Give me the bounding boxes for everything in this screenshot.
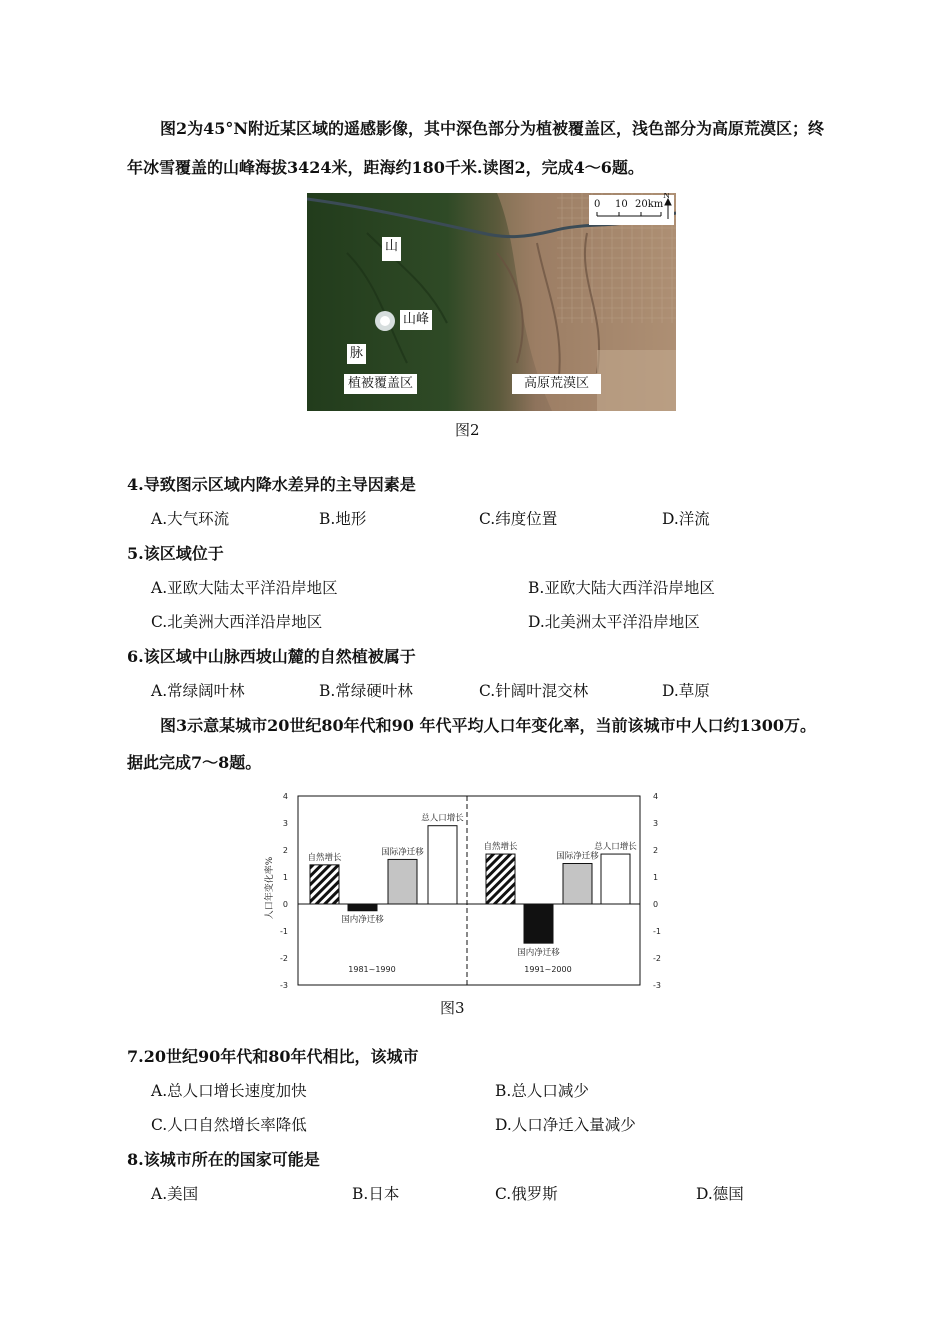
q5-option-c: C.北美洲大西洋沿岸地区 xyxy=(151,613,323,631)
period-label-0: 1981~1990 xyxy=(348,965,396,974)
bar-1-3 xyxy=(601,854,630,904)
q8-option-a: A.美国 xyxy=(151,1185,199,1203)
q5-option-b: B.亚欧大陆大西洋沿岸地区 xyxy=(528,579,715,597)
bar-1-1 xyxy=(524,904,553,943)
q6-option-d: D.草原 xyxy=(662,682,710,700)
q4-option-b: B.地形 xyxy=(319,510,367,528)
bar-label-0-0: 自然增长 xyxy=(307,852,342,863)
bar-1-2 xyxy=(563,864,592,905)
q8-option-c: C.俄罗斯 xyxy=(495,1185,558,1203)
y-tick-label-right: 2 xyxy=(653,846,659,855)
y-tick-label-left: 4 xyxy=(282,792,288,801)
chart-svg xyxy=(258,782,678,994)
q6-option-a: A.常绿阔叶林 xyxy=(151,682,245,700)
bar-label-1-3: 总人口增长 xyxy=(594,842,637,853)
q4-stem: 4.导致图示区域内降水差异的主导因素是 xyxy=(127,475,416,494)
map-label-desert: 高原荒漠区 xyxy=(512,374,601,394)
y-tick-label-right: -3 xyxy=(653,981,661,990)
q8-option-b: B.日本 xyxy=(352,1185,400,1203)
y-tick-label-right: -1 xyxy=(653,927,661,936)
y-tick-label-left: 0 xyxy=(282,900,288,909)
y-tick-label-right: 3 xyxy=(653,819,659,828)
scale-bar xyxy=(589,195,674,225)
y-tick-label-right: 0 xyxy=(653,900,659,909)
q7-option-a: A.总人口增长速度加快 xyxy=(151,1082,307,1100)
figure-2-caption: 图2 xyxy=(455,421,480,439)
satellite-image xyxy=(307,193,676,411)
map-label-vegetation: 植被覆盖区 xyxy=(344,374,417,394)
bar-label-1-2: 国际净迁移 xyxy=(556,851,599,862)
y-tick-label-left: 2 xyxy=(282,846,288,855)
q5-stem: 5.该区域位于 xyxy=(127,544,224,563)
q7-option-b: B.总人口减少 xyxy=(495,1082,589,1100)
population-chart xyxy=(258,782,678,994)
map-label-mountain-top: 山 xyxy=(382,237,401,261)
q5-option-d: D.北美洲太平洋沿岸地区 xyxy=(528,613,700,631)
y-tick-label-left: 3 xyxy=(282,819,288,828)
y-tick-label-left: 1 xyxy=(282,873,288,882)
q5-option-a: A.亚欧大陆太平洋沿岸地区 xyxy=(151,579,338,597)
period-label-1: 1991~2000 xyxy=(524,965,572,974)
bar-label-0-1: 国内净迁移 xyxy=(341,914,384,925)
bar-0-2 xyxy=(388,859,417,904)
q7-stem: 7.20世纪90年代和80年代相比，该城市 xyxy=(127,1047,419,1066)
bar-label-0-2: 国际净迁移 xyxy=(381,847,424,858)
scale-mid: 10 xyxy=(615,199,628,210)
bar-0-0 xyxy=(310,865,339,904)
intro2-text-line-1: 图3示意某城市20世纪80年代和90 年代平均人口年变化率，当前该城市中人口约1300万。 xyxy=(160,716,817,735)
q7-option-d: D.人口净迁入量减少 xyxy=(495,1116,636,1134)
bar-0-1 xyxy=(348,904,377,911)
y-tick-label-left: -2 xyxy=(280,954,288,963)
map-label-mountain-bottom: 脉 xyxy=(347,344,366,364)
y-tick-label-left: -3 xyxy=(280,981,288,990)
q4-option-c: C.纬度位置 xyxy=(479,510,558,528)
y-tick-label-left: -1 xyxy=(280,927,288,936)
bar-label-1-1: 国内净迁移 xyxy=(517,948,560,959)
q8-stem: 8.该城市所在的国家可能是 xyxy=(127,1150,320,1169)
scale-zero: 0 xyxy=(594,199,601,210)
y-tick-label-right: 1 xyxy=(653,873,659,882)
intro2-text-line-2: 据此完成7～8题。 xyxy=(127,753,262,772)
q6-stem: 6.该区域中山脉西坡山麓的自然植被属于 xyxy=(127,647,416,666)
bar-label-0-3: 总人口增长 xyxy=(421,813,464,824)
intro-text-line-2: 年冰雪覆盖的山峰海拔3424米，距海约180千米.读图2，完成4～6题。 xyxy=(127,158,644,177)
q4-option-a: A.大气环流 xyxy=(151,510,230,528)
bar-label-1-0: 自然增长 xyxy=(483,842,518,853)
q8-option-d: D.德国 xyxy=(696,1185,744,1203)
q4-option-d: D.洋流 xyxy=(662,510,710,528)
intro-text-line-1: 图2为45°N附近某区域的遥感影像，其中深色部分为植被覆盖区，浅色部分为高原荒漠区；终 xyxy=(160,119,825,138)
q6-option-b: B.常绿硬叶林 xyxy=(319,682,413,700)
y-tick-label-right: 4 xyxy=(653,792,659,801)
chart-y-axis-label: 人口年变化率% xyxy=(265,856,275,920)
scale-end: 20km xyxy=(635,199,664,210)
bar-0-3 xyxy=(428,826,457,904)
north-label: N xyxy=(663,193,670,200)
map-label-peak: 山峰 xyxy=(400,310,432,330)
y-tick-label-right: -2 xyxy=(653,954,661,963)
figure-3-caption: 图3 xyxy=(440,999,465,1017)
q6-option-c: C.针阔叶混交林 xyxy=(479,682,589,700)
q7-option-c: C.人口自然增长率降低 xyxy=(151,1116,307,1134)
bar-1-0 xyxy=(486,854,515,904)
